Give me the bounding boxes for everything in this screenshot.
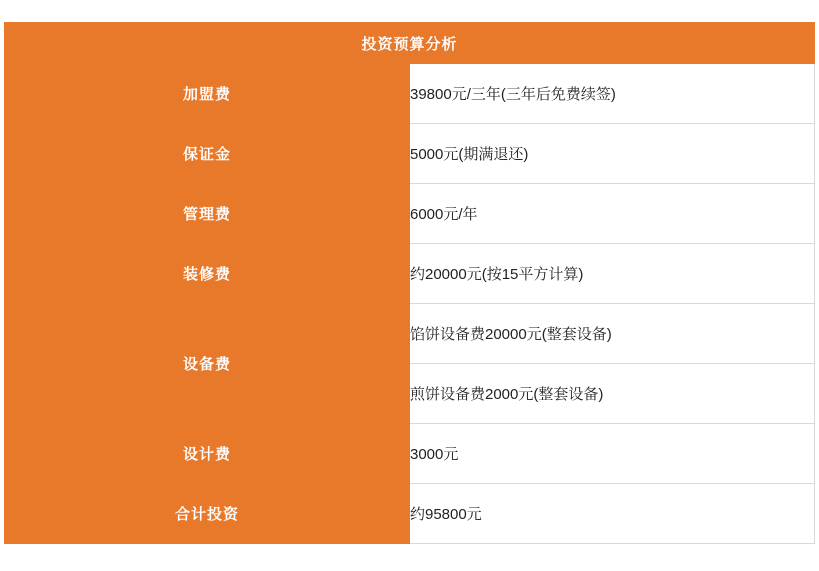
table-row [5, 184, 815, 244]
row-label-deposit: 保证金 [5, 124, 410, 184]
investment-budget-table [4, 22, 815, 544]
table-row [5, 124, 815, 184]
table-row [5, 484, 815, 544]
table-title: 投资预算分析 [5, 23, 815, 64]
row-label-join-fee: 加盟费 [5, 64, 410, 124]
row-label-equipment-fee: 设备费 [5, 304, 410, 424]
row-value-management-fee: 6000元/年 [410, 184, 815, 244]
row-value-deposit: 5000元(期满退还) [410, 124, 815, 184]
row-label-design-fee: 设计费 [5, 424, 410, 484]
table-row [5, 424, 815, 484]
row-value-design-fee: 3000元 [410, 424, 815, 484]
row-value-join-fee: 39800元/三年(三年后免费续签) [410, 64, 815, 124]
row-label-management-fee: 管理费 [5, 184, 410, 244]
row-value-decoration-fee: 约20000元(按15平方计算) [410, 244, 815, 304]
table-row [5, 304, 815, 364]
table-title-row [5, 23, 815, 64]
row-label-decoration-fee: 装修费 [5, 244, 410, 304]
row-value-total-investment: 约95800元 [410, 484, 815, 544]
table-row [5, 64, 815, 124]
row-label-total-investment: 合计投资 [5, 484, 410, 544]
table-row [5, 244, 815, 304]
row-value-equipment-fee-2: 煎饼设备费2000元(整套设备) [410, 364, 815, 424]
row-value-equipment-fee-1: 馅饼设备费20000元(整套设备) [410, 304, 815, 364]
investment-budget-table-wrapper [4, 22, 815, 544]
